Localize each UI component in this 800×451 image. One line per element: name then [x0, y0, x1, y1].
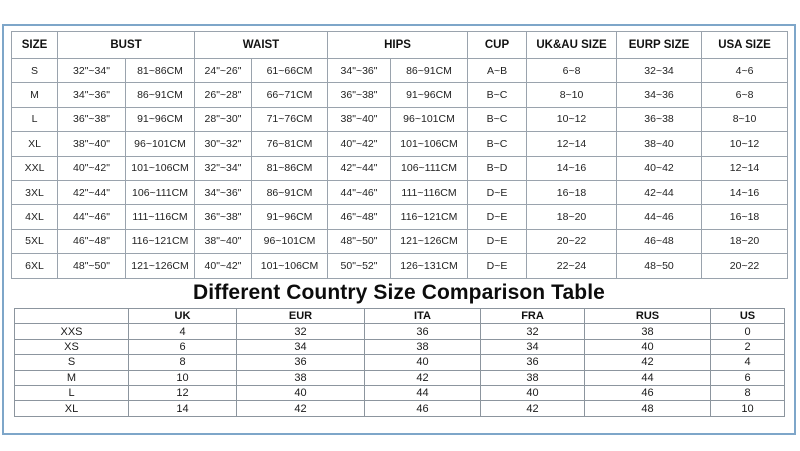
size-chart-cell: 8~10 — [702, 107, 788, 131]
comparison-cell: 42 — [365, 370, 481, 385]
size-chart-cell: 34"~36" — [328, 59, 391, 83]
size-chart-cell: 81~86CM — [126, 59, 195, 83]
size-chart-header-row — [12, 32, 788, 59]
size-chart-cell: 8~10 — [527, 83, 617, 107]
size-chart-cell: 61~66CM — [252, 59, 328, 83]
comparison-cell: 42 — [481, 401, 585, 416]
comparison-cell: 44 — [365, 385, 481, 400]
size-chart-cell: 44"~46" — [58, 205, 126, 229]
size-chart-cell: 26"~28" — [195, 83, 252, 107]
size-chart-cell: 14~16 — [527, 156, 617, 180]
comparison-cell: XL — [15, 401, 129, 416]
comparison-table — [14, 308, 785, 417]
size-chart-header-cell: HIPS — [328, 32, 468, 59]
size-chart-header-cell: SIZE — [12, 32, 58, 59]
comparison-title: Different Country Size Comparison Table — [193, 281, 605, 304]
comparison-cell: 32 — [481, 324, 585, 339]
size-chart-cell: 42~44 — [617, 180, 702, 204]
comparison-header-cell: FRA — [481, 309, 585, 324]
comparison-header-row — [15, 309, 785, 324]
size-chart-cell: 3XL — [12, 180, 58, 204]
size-chart-cell: 12~14 — [702, 156, 788, 180]
size-chart-cell: D~E — [468, 205, 527, 229]
size-chart-cell: 6~8 — [702, 83, 788, 107]
size-chart-cell: B~D — [468, 156, 527, 180]
size-chart-cell: 42"~44" — [328, 156, 391, 180]
size-chart-cell: 6~8 — [527, 59, 617, 83]
comparison-row — [15, 370, 785, 385]
size-chart-cell: 36"~38" — [195, 205, 252, 229]
size-chart-cell: 101~106CM — [391, 132, 468, 156]
size-chart-row — [12, 229, 788, 253]
size-chart-header-cell: USA SIZE — [702, 32, 788, 59]
size-chart-cell: 18~20 — [702, 229, 788, 253]
size-chart-cell: 16~18 — [702, 205, 788, 229]
comparison-cell: 42 — [585, 355, 711, 370]
size-chart-cell: 38~40 — [617, 132, 702, 156]
size-chart-cell: A~B — [468, 59, 527, 83]
comparison-header-cell: US — [711, 309, 785, 324]
size-chart-cell: 32"~34" — [195, 156, 252, 180]
comparison-cell: L — [15, 385, 129, 400]
size-chart-row — [12, 59, 788, 83]
size-chart-row — [12, 107, 788, 131]
comparison-cell: 46 — [585, 385, 711, 400]
size-chart-cell: 86~91CM — [252, 180, 328, 204]
size-chart-header-cell: WAIST — [195, 32, 328, 59]
size-chart-cell: 91~96CM — [126, 107, 195, 131]
size-chart-cell: 36"~38" — [58, 107, 126, 131]
size-chart-cell: 6XL — [12, 254, 58, 278]
size-chart-cell: 40"~42" — [328, 132, 391, 156]
size-chart-cell: 10~12 — [702, 132, 788, 156]
size-chart-cell: 32~34 — [617, 59, 702, 83]
size-chart-cell: 91~96CM — [252, 205, 328, 229]
comparison-header-cell: EUR — [237, 309, 365, 324]
comparison-cell: 32 — [237, 324, 365, 339]
comparison-cell: 0 — [711, 324, 785, 339]
size-chart-row — [12, 180, 788, 204]
comparison-header-cell: UK — [129, 309, 237, 324]
comparison-cell: XXS — [15, 324, 129, 339]
comparison-cell: 40 — [585, 339, 711, 354]
size-chart-cell: 48~50 — [617, 254, 702, 278]
size-chart-cell: XXL — [12, 156, 58, 180]
comparison-cell: 12 — [129, 385, 237, 400]
size-chart-cell: B~C — [468, 83, 527, 107]
comparison-cell: 38 — [585, 324, 711, 339]
size-chart-cell: 40"~42" — [58, 156, 126, 180]
size-chart-row — [12, 83, 788, 107]
comparison-cell: 34 — [237, 339, 365, 354]
size-chart-cell: 20~22 — [527, 229, 617, 253]
size-chart-cell: 38"~40" — [58, 132, 126, 156]
comparison-cell: 40 — [237, 385, 365, 400]
size-chart-cell: 36~38 — [617, 107, 702, 131]
size-chart-cell: 121~126CM — [391, 229, 468, 253]
comparison-cell: M — [15, 370, 129, 385]
size-chart-cell: 48"~50" — [328, 229, 391, 253]
comparison-cell: 48 — [585, 401, 711, 416]
size-chart-cell: 14~16 — [702, 180, 788, 204]
comparison-cell: 10 — [129, 370, 237, 385]
size-chart-cell: D~E — [468, 229, 527, 253]
size-chart-table — [11, 31, 788, 279]
size-chart-cell: 91~96CM — [391, 83, 468, 107]
size-chart-cell: D~E — [468, 254, 527, 278]
comparison-cell: 34 — [481, 339, 585, 354]
size-chart-row — [12, 132, 788, 156]
comparison-row — [15, 385, 785, 400]
size-chart-cell: 96~101CM — [252, 229, 328, 253]
comparison-row — [15, 339, 785, 354]
size-chart-cell: 18~20 — [527, 205, 617, 229]
size-chart-cell: S — [12, 59, 58, 83]
size-chart-cell: 32"~34" — [58, 59, 126, 83]
size-chart-cell: 22~24 — [527, 254, 617, 278]
comparison-row — [15, 401, 785, 416]
size-chart-cell: 96~101CM — [391, 107, 468, 131]
size-chart-row — [12, 156, 788, 180]
size-chart-cell: 116~121CM — [391, 205, 468, 229]
comparison-cell: 38 — [481, 370, 585, 385]
size-chart-cell: 12~14 — [527, 132, 617, 156]
size-chart-cell: 10~12 — [527, 107, 617, 131]
size-chart-cell: 34"~36" — [58, 83, 126, 107]
comparison-cell: 8 — [129, 355, 237, 370]
size-chart-cell: 111~116CM — [126, 205, 195, 229]
size-chart-header-cell: BUST — [58, 32, 195, 59]
comparison-cell: 40 — [365, 355, 481, 370]
comparison-row — [15, 324, 785, 339]
size-chart-header-cell: EURP SIZE — [617, 32, 702, 59]
comparison-cell: 8 — [711, 385, 785, 400]
size-chart-cell: 44~46 — [617, 205, 702, 229]
size-chart-cell: 30"~32" — [195, 132, 252, 156]
size-chart-cell: 86~91CM — [391, 59, 468, 83]
size-chart-cell: 116~121CM — [126, 229, 195, 253]
size-chart-cell: 106~111CM — [126, 180, 195, 204]
comparison-cell: 6 — [129, 339, 237, 354]
comparison-cell: 38 — [237, 370, 365, 385]
comparison-cell: 36 — [481, 355, 585, 370]
size-chart-cell: 4XL — [12, 205, 58, 229]
size-chart-cell: 16~18 — [527, 180, 617, 204]
size-chart-cell: 96~101CM — [126, 132, 195, 156]
size-chart-cell: M — [12, 83, 58, 107]
size-chart-cell: 86~91CM — [126, 83, 195, 107]
size-chart-cell: 24"~26" — [195, 59, 252, 83]
size-chart-cell: 50"~52" — [328, 254, 391, 278]
size-chart-cell: 126~131CM — [391, 254, 468, 278]
size-chart-cell: 46"~48" — [58, 229, 126, 253]
comparison-cell: 42 — [237, 401, 365, 416]
comparison-cell: S — [15, 355, 129, 370]
size-chart-cell: 71~76CM — [252, 107, 328, 131]
size-chart-cell: 38"~40" — [195, 229, 252, 253]
size-chart-cell: 28"~30" — [195, 107, 252, 131]
size-chart-cell: 76~81CM — [252, 132, 328, 156]
size-chart-cell: B~C — [468, 107, 527, 131]
size-chart-cell: XL — [12, 132, 58, 156]
size-chart-cell: 34~36 — [617, 83, 702, 107]
size-chart-cell: 46~48 — [617, 229, 702, 253]
comparison-cell: 38 — [365, 339, 481, 354]
comparison-cell: 4 — [711, 355, 785, 370]
size-chart-cell: 46"~48" — [328, 205, 391, 229]
size-chart-header-cell: CUP — [468, 32, 527, 59]
size-chart-cell: L — [12, 107, 58, 131]
size-chart-cell: 40~42 — [617, 156, 702, 180]
size-chart-row — [12, 254, 788, 278]
comparison-header-cell — [15, 309, 129, 324]
size-chart-cell: 44"~46" — [328, 180, 391, 204]
size-chart-cell: 66~71CM — [252, 83, 328, 107]
comparison-cell: 36 — [237, 355, 365, 370]
comparison-header-cell: RUS — [585, 309, 711, 324]
comparison-cell: XS — [15, 339, 129, 354]
comparison-cell: 10 — [711, 401, 785, 416]
size-chart-header-cell: UK&AU SIZE — [527, 32, 617, 59]
comparison-cell: 2 — [711, 339, 785, 354]
comparison-row — [15, 355, 785, 370]
comparison-cell: 40 — [481, 385, 585, 400]
comparison-cell: 46 — [365, 401, 481, 416]
comparison-cell: 6 — [711, 370, 785, 385]
comparison-cell: 14 — [129, 401, 237, 416]
size-chart-cell: 101~106CM — [126, 156, 195, 180]
size-chart-cell: B~C — [468, 132, 527, 156]
comparison-cell: 44 — [585, 370, 711, 385]
size-chart-cell: D~E — [468, 180, 527, 204]
size-chart-cell: 106~111CM — [391, 156, 468, 180]
size-chart-cell: 81~86CM — [252, 156, 328, 180]
size-chart-cell: 4~6 — [702, 59, 788, 83]
comparison-header-cell: ITA — [365, 309, 481, 324]
size-chart-frame — [2, 24, 796, 435]
comparison-cell: 4 — [129, 324, 237, 339]
size-chart-cell: 40"~42" — [195, 254, 252, 278]
size-chart-cell: 5XL — [12, 229, 58, 253]
size-chart-cell: 101~106CM — [252, 254, 328, 278]
size-chart-cell: 20~22 — [702, 254, 788, 278]
size-chart-cell: 34"~36" — [195, 180, 252, 204]
size-chart-cell: 38"~40" — [328, 107, 391, 131]
size-chart-cell: 121~126CM — [126, 254, 195, 278]
size-chart-cell: 36"~38" — [328, 83, 391, 107]
size-chart-row — [12, 205, 788, 229]
size-chart-cell: 48"~50" — [58, 254, 126, 278]
comparison-cell: 36 — [365, 324, 481, 339]
size-chart-cell: 42"~44" — [58, 180, 126, 204]
size-chart-cell: 111~116CM — [391, 180, 468, 204]
